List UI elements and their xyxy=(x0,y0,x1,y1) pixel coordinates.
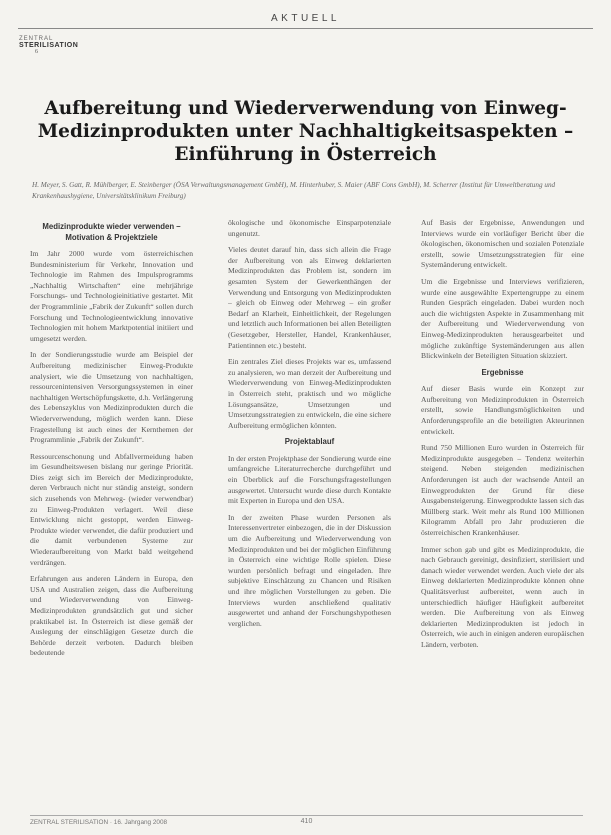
text-column-3 xyxy=(421,218,584,818)
header-rule xyxy=(18,28,593,29)
logo-line-3: 6 xyxy=(35,49,38,55)
footer-rule xyxy=(30,815,583,816)
section-heading: Projektablauf xyxy=(284,437,335,447)
logo-line-1: ZENTRAL xyxy=(19,36,54,42)
article-authors: H. Meyer, S. Gatt, R. Mühlberger, E. Steinberger (ÖSA Verwaltungsmanagement GmbH), M. Hinterhuber, S. Maier (ABF Cons GmbH), M. Scherrer (Institut für Umweltberatung und Krankenhaushygiene, Universitätsklinikum Freiburg) xyxy=(32,181,556,200)
journal-logo xyxy=(19,36,89,56)
article-title: Aufbereitung und Wiederverwendung von Einweg-Medizinprodukten unter Nachhaltigkeitsaspekten – Einführung in Österreich xyxy=(37,98,574,165)
body-paragraph: Im Jahr 2000 wurde vom österreichischen Bundesministerium für Verkehr, Innovation und Technologie im Rahmen des Impulsprogramms „Nachhaltig Wirtschaften“ eine mehrjährige Forschungs- und Technologieinitiative gestartet. Mit der Programmlinie „Fabrik der Zukunft“ sollen durch Forschung und Technologieentwicklung innovative Technologien mit hohem Marktpotential initiiert und umgesetzt werden. xyxy=(30,249,193,343)
body-paragraph: Immer schon gab und gibt es Medizinprodukte, die nach Gebrauch gereinigt, desinfiziert, sterilisiert und danach wieder verwendet werden. Auch viele der als Einweg deklarierten Medizinprodukte können ohne Qualitätsverlust aufbereitet, wenn auch in unterschiedlich häufiger Häufigkeit aufbereitet werden. Die Aufbereitung von als Einweg deklarierten Medizinprodukten ist jedoch in Österreich, wie auch in einigen anderen europäischen Ländern, verboten. xyxy=(421,544,584,649)
body-paragraph: In der Sondierungsstudie wurde am Beispiel der Aufbereitung medizinischer Einweg-Produkte analysiert, wie die Umsetzung von nachhaltigen, ressourcenintensiven Versorgungssystemen in einer nachhaltigen Wertschöpfungskette, d.h. Verlängerung des Lebenszyklus von Medizinprodukten durch die Wiederverwendung, möglich werden kann. Diese Fragestellung ist auch eines der Kernthemen der Programmlinie „Fabrik der Zukunft“. xyxy=(30,350,193,445)
logo-line-2: STERILISATION xyxy=(19,42,79,49)
body-paragraph: In der ersten Projektphase der Sondierung wurde eine umfangreiche Literaturrecherche durchgeführt und ein Überblick auf die Forschungsfragestellungen ausgewertet. Untersucht wurde diese durch Kontakte mit Experten in Europa und den USA. xyxy=(228,453,391,506)
body-paragraph: In der zweiten Phase wurden Personen als Interessenvertreter einbezogen, die in der Diskussion um die Aufbereitung und Wiederverwendung von Medizinprodukten und bei der möglichen Einführung in Österreich eine wichtige Rolle spielen. Diese wurden persönlich befragt und eingeladen. Ihre subjektive Einschätzung zu Chancen und Risiken und ihre möglichen Vorstellungen zu geben. Die Interviews wurden anschließend qualitativ ausgewertet und anhand der Forschungshypothesen verglichen. xyxy=(228,512,391,628)
text-column-1 xyxy=(30,218,193,818)
body-paragraph: Rund 750 Millionen Euro wurden in Österreich für Medizinprodukte ausgegeben – Tendenz weiterhin steigend. Neben steigenden medizinischen Anforderungen ist auch der wachsende Anteil an Einwegprodukten der Grund für diese Ausgabensteigerung. Einwegprodukte lassen sich das Müllberg stark. Weit mehr als Rund 100 Millionen Kilogramm Abfall pro Jahr produzieren die österreichischen Krankenhäuser. xyxy=(421,443,584,537)
text-column-2 xyxy=(228,218,391,818)
section-label: AKTUELL xyxy=(271,13,340,24)
body-paragraph: Auf dieser Basis wurde ein Konzept zur Aufbereitung von Medizinprodukten in Österreich erstellt, sowie Handlungsmöglichkeiten und Anforderungsprofile an die beteiligten Akteurinnen entwickelt. xyxy=(421,384,584,436)
body-paragraph: Ein zentrales Ziel dieses Projekts war es, umfassend zu analysieren, wo man derzeit der Aufbereitung und Wiederverwendung von Einweg-Medizinprodukten in Österreich steht, praktisch und wo mögliche Lösungsansätze, Umsetzungen und Umsetzungsstrategien zu entwickeln, die eine sichere Aufbereitung ermöglichen könnten. xyxy=(228,357,391,430)
body-paragraph: Auf Basis der Ergebnisse, Anwendungen und Interviews wurde ein vorläufiger Bericht über die ökologischen, ökonomischen und sozialen Potenziale erstellt, sowie Umsetzungsstrategien für eine Systemänderung entwickelt. xyxy=(421,218,584,270)
body-paragraph: Vieles deutet darauf hin, dass sich allein die Frage der Aufbereitung von als Einweg deklarierten Medizinprodukten das Problem ist, sondern im gesamten System der Gewerkenthängen der Verwendung und Entsorgung von Medizinprodukten – gleich ob Einweg oder Mehrweg – ein großer Bedarf an Klarheit, Einheitlichkeit, der Regelungen und letztlich auch Informationen bei allen Beteiligten (Gesetzgeber, Hersteller, Handel, Krankenhäuser, Patientinnen etc.) besteht. xyxy=(228,245,391,350)
body-paragraph: Erfahrungen aus anderen Ländern in Europa, den USA und Australien zeigen, dass die Aufbereitung und Wiederverwendung von Einweg-Medizinprodukten grundsätzlich gut und sicher praktikabel ist. In Österreich ist diese gemäß der Auslegung der einschlägigen Gesetze durch die Behörde derzeit verboten. Dadurch bleiben bedeutende xyxy=(30,574,193,658)
body-paragraph: Um die Ergebnisse und Interviews verifizieren, wurde eine ausgewählte Expertengruppe zu einem Runden Gespräch eingeladen. Dabei wurden noch auch die wichtigsten Aspekte in Zusammenhang mit der Aufbereitung und Wiederverwendung von Einweg-Medizinprodukten herausgearbeitet und mögliche zukünftige Systemänderungen aus allen Blickwinkeln der Beteiligten Situation skizziert. xyxy=(421,276,584,361)
page-number: 410 xyxy=(300,818,313,825)
section-heading: Medizinprodukte wieder verwenden – Motivation & Projektziele xyxy=(42,222,181,242)
page-footer xyxy=(30,819,583,831)
body-paragraph: Ressourcenschonung und Abfallvermeidung haben im Gesundheitswesen bislang nur geringe Priorität. Dies zeigt sich im Bereich der Medizinprodukte, deren Verbrauch nicht nur ständig ansteigt, sondern sich zusehends von Mehrweg- (wieder verwendbar) zu Einweg-Produkten verlagert. Weil diese Entwicklung nicht gestoppt, werden Einweg-Produkte wieder verwendet, die dafür produziert und die damit verbundenen Systeme zur Wiederaufbereitung von Markt bald weitgehend verdrängen. xyxy=(30,451,193,567)
body-paragraph: ökologische und ökonomische Einsparpotenziale ungenutzt. xyxy=(228,218,391,238)
footer-journal: ZENTRAL STERILISATION · 16. Jahrgang 2008 xyxy=(30,819,168,826)
section-heading: Ergebnisse xyxy=(481,367,524,377)
